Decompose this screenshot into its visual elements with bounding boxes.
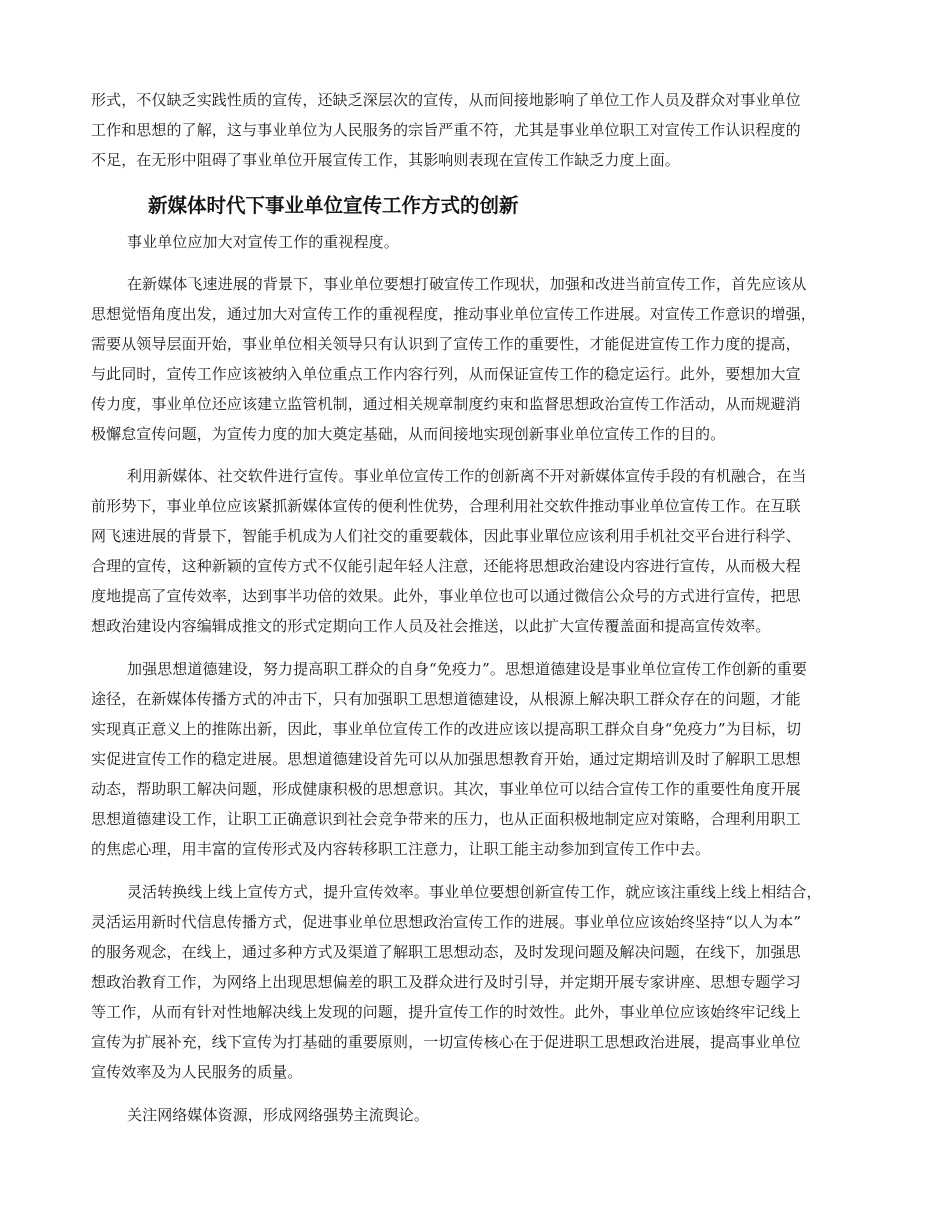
paragraph-4-line-6: 思想道德建设工作，让职工正确意识到社会竞争带来的压力，也从正面积极地制定应对策略，合理利用职工 [91,810,801,828]
paragraph-3-line-2: 前形势下，事业单位应该紧抓新媒体宣传的便利性优势，合理利用社交软件推动事业单位宣传工作。在互联 [91,497,801,515]
paragraph-5-line-4: 想政治教育工作，为网络上出现思想偏差的职工及群众进行及时引导，并定期开展专家讲座、思想专题学习 [91,973,801,991]
paragraph-2-line-3: 需要从领导层面开始，事业单位相关领导只有认识到了宣传工作的重要性，才能促进宣传工作力度的提高， [91,335,801,353]
paragraph-2-line-5: 传力度，事业单位还应该建立监管机制，通过相关规章制度约束和监督思想政治宣传工作活动，从而规避消 [91,395,801,413]
paragraph-4-line-1: 加强思想道德建设，努力提高职工群众的自身“免疫力”。思想道德建设是事业单位宣传工作创新的重要 [127,660,807,678]
paragraph-4-line-3: 实现真正意义上的推陈出新，因此，事业单位宣传工作的改进应该以提高职工群众自身“免疫力”为目标，切 [91,720,802,738]
paragraph-5-line-2: 灵活运用新时代信息传播方式，促进事业单位思想政治宣传工作的进展。事业单位应该始终坚持“以人为本” [91,913,802,931]
section-heading: 新媒体时代下事业单位宣传工作方式的创新 [148,194,519,217]
paragraph-2-line-4: 与此同时，宣传工作应该被纳入单位重点工作内容行列，从而保证宣传工作的稳定运行。此外，要想加大宣 [91,365,801,383]
paragraph-3-line-6: 想政治建设内容编辑成推文的形式定期向工作人员及社会推送，以此扩大宣传覆盖面和提高宣传效率。 [91,617,771,635]
paragraph-5-line-1: 灵活转换线上线上宣传方式，提升宣传效率。事业单位要想创新宣传工作，就应该注重线上线上相结合， [127,883,822,901]
paragraph-4-line-7: 的焦虑心理，用丰富的宣传形式及内容转移职工注意力，让职工能主动参加到宣传工作中去。 [91,840,711,858]
paragraph-3-line-3: 网飞速进展的背景下，智能手机成为人们社交的重要载体，因此事业單位应该利用手机社交平台进行科学、 [91,527,801,545]
paragraph-2-line-6: 极懈怠宣传问题，为宣传力度的加大奠定基础，从而间接地实现创新事业单位宣传工作的目的。 [91,425,726,443]
paragraph-2-line-1: 在新媒体飞速进展的背景下，事业单位要想打破宣传工作现状，加强和改进当前宣传工作，首先应该从 [127,275,807,293]
paragraph-5-line-7: 宣传效率及为人民服务的质量。 [91,1063,303,1081]
paragraph-4-line-4: 实促进宣传工作的稳定进展。思想道德建设首先可以从加强思想教育开始，通过定期培训及时了解职工思想 [91,750,801,768]
paragraph-6-line-1: 关注网络媒体资源，形成网络强势主流舆论。 [127,1106,430,1124]
paragraph-3-line-5: 度地提高了宣传效率，达到事半功倍的效果。此外，事业单位也可以通过微信公众号的方式进行宣传，把思 [91,587,801,605]
paragraph-1-line-1: 事业单位应加大对宣传工作的重视程度。 [127,233,399,251]
paragraph-5-line-3: 的服务观念，在线上，通过多种方式及渠道了解职工思想动态，及时发现问题及解决问题，在线下，加强思 [91,943,801,961]
paragraph-3-line-4: 合理的宣传，这种新颖的宣传方式不仅能引起年轻人注意，还能将思想政治建设内容进行宣传，从而极大程 [91,557,801,575]
paragraph-2-line-2: 思想觉悟角度出发，通过加大对宣传工作的重视程度，推动事业单位宣传工作进展。对宣传工作意识的增强， [91,305,816,323]
intro-line-3: 不足，在无形中阻碍了事业单位开展宣传工作，其影响则表现在宣传工作缺乏力度上面。 [91,151,680,169]
paragraph-5-line-5: 等工作，从而有针对性地解决线上发现的问题，提升宣传工作的时效性。此外，事业单位应该始终牢记线上 [91,1003,801,1021]
intro-line-1: 形式，不仅缺乏实践性质的宣传，还缺乏深层次的宣传，从而间接地影响了单位工作人员及群众对事业单位 [91,91,801,109]
intro-line-2: 工作和思想的了解，这与事业单位为人民服务的宗旨严重不符，尤其是事业单位职工对宣传工作认识程度的 [91,121,801,139]
paragraph-5-line-6: 宣传为扩展补充，线下宣传为打基础的重要原则，一切宣传核心在于促进职工思想政治进展，提高事业单位 [91,1033,801,1051]
paragraph-4-line-5: 动态，帮助职工解决问题，形成健康积极的思想意识。其次，事业单位可以结合宣传工作的重要性角度开展 [91,780,801,798]
paragraph-3-line-1: 利用新媒体、社交软件进行宣传。事业单位宣传工作的创新离不开对新媒体宣传手段的有机融合，在当 [127,467,807,485]
paragraph-4-line-2: 途径，在新媒体传播方式的冲击下，只有加强职工思想道德建设，从根源上解决职工群众存在的问题，才能 [91,690,801,708]
